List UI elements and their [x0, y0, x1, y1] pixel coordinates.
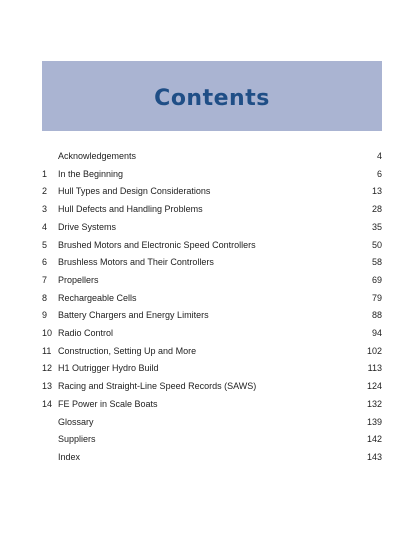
toc-entry-page: 94: [371, 328, 382, 338]
toc-entry-page: 132: [366, 398, 382, 409]
toc-entry-title: Construction, Setting Up and More: [58, 345, 197, 356]
toc-entry-title: H1 Outrigger Hydro Build: [58, 363, 159, 374]
toc-entry-page: 50: [371, 239, 382, 250]
toc-entry-page: 58: [371, 257, 382, 268]
toc-entry-number: 12: [42, 363, 53, 374]
toc-entry-title: FE Power in Scale Boats: [58, 398, 158, 409]
toc-entry-number: 10: [42, 328, 53, 338]
toc-entry-title: Hull Types and Design Considerations: [58, 186, 211, 197]
toc-entry-page: 143: [366, 451, 382, 462]
toc-entry-title: In the Beginning: [58, 168, 124, 179]
toc-entry-title: Hull Defects and Handling Problems: [58, 204, 203, 215]
toc-entry[interactable]: [0, 255, 416, 269]
toc-entry[interactable]: [0, 220, 416, 234]
toc-entry[interactable]: [0, 202, 416, 216]
toc-entry-page: 113: [367, 363, 382, 374]
toc-entry-page: 124: [366, 381, 382, 392]
toc-entry-page: 79: [371, 292, 382, 303]
toc-entry-title: Rechargeable Cells: [58, 292, 137, 303]
toc-entry[interactable]: [0, 308, 416, 322]
toc-entry-title: Index: [58, 451, 81, 462]
toc-entry[interactable]: [0, 149, 416, 163]
toc-entry-page: 102: [366, 345, 382, 356]
toc-entry-page: 6: [376, 168, 382, 179]
toc-entry[interactable]: [0, 184, 416, 198]
toc-entry[interactable]: [0, 450, 416, 464]
toc-entry[interactable]: [0, 273, 416, 287]
toc-entry[interactable]: [0, 238, 416, 252]
toc-entry-number: 7: [42, 274, 48, 285]
toc-entry[interactable]: [0, 379, 416, 393]
toc-entry-page: 139: [366, 416, 382, 427]
toc-entry-title: Brushless Motors and Their Controllers: [58, 257, 214, 268]
toc-entry-page: 4: [376, 151, 382, 161]
toc-entry-page: 28: [371, 204, 382, 215]
toc-entry-page: 13: [371, 186, 382, 197]
toc-entry-number: 9: [42, 310, 48, 321]
toc-entry[interactable]: [0, 167, 416, 181]
toc-entry-number: 3: [42, 204, 48, 215]
toc-entry-title: Battery Chargers and Energy Limiters: [58, 310, 209, 321]
toc-entry-number: 4: [42, 221, 48, 232]
toc-entry-title: Brushed Motors and Electronic Speed Controllers: [58, 239, 256, 250]
toc-entry-number: 2: [42, 186, 48, 197]
toc-entry-title: Racing and Straight-Line Speed Records (SAWS): [58, 381, 257, 392]
toc-entry-title: Propellers: [58, 274, 99, 285]
toc-entry[interactable]: [0, 432, 416, 446]
toc-entry[interactable]: [0, 291, 416, 305]
toc-entry-title: Suppliers: [58, 434, 96, 445]
toc-entry[interactable]: [0, 344, 416, 358]
toc-entry-number: 14: [42, 398, 53, 409]
toc-entry[interactable]: [0, 361, 416, 375]
toc-entry[interactable]: [0, 397, 416, 411]
toc-entry-title: Radio Control: [58, 328, 114, 338]
page-title: Contents: [154, 86, 270, 111]
toc-entry-page: 142: [366, 434, 382, 445]
toc-entry-number: 8: [42, 292, 48, 303]
toc-entry[interactable]: [0, 415, 416, 429]
toc-entry-page: 35: [371, 221, 382, 232]
toc-entry-title: Drive Systems: [58, 221, 117, 232]
toc-entry-page: 69: [371, 274, 382, 285]
toc-entry-title: Acknowledgements: [58, 151, 137, 161]
toc-entry-number: 1: [42, 168, 48, 179]
toc-entry-number: 11: [42, 345, 52, 356]
toc-entry-page: 88: [371, 310, 382, 321]
toc-entry-number: 13: [42, 381, 53, 392]
toc-entry-number: 6: [42, 257, 48, 268]
toc-entry-title: Glossary: [58, 416, 94, 427]
toc-entry[interactable]: [0, 326, 416, 340]
toc-entry-number: 5: [42, 239, 48, 250]
